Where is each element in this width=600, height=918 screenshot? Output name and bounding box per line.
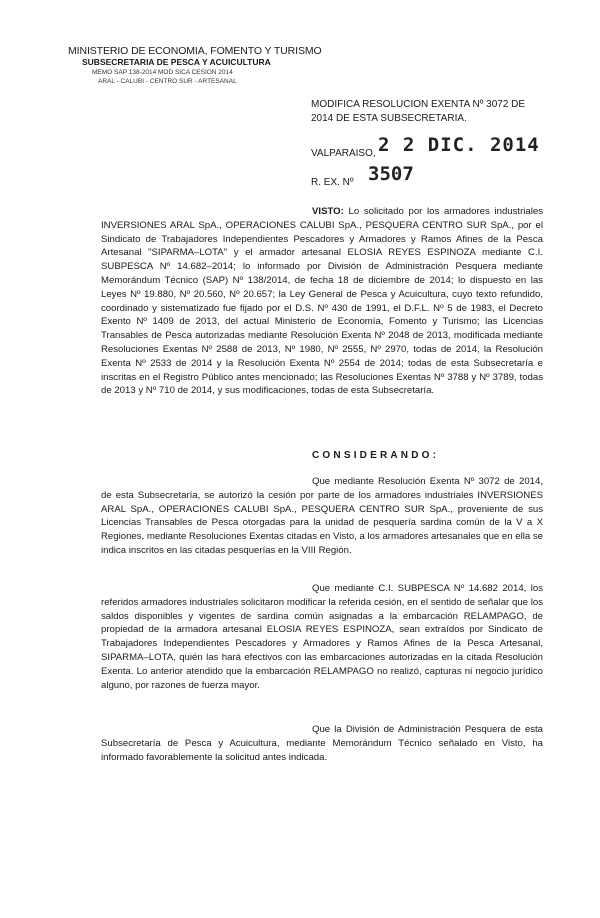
subsecretaria-name: SUBSECRETARIA DE PESCA Y ACUICULTURA <box>82 57 271 67</box>
visto-paragraph <box>101 205 543 398</box>
considerando-heading: CONSIDERANDO: <box>312 450 440 461</box>
memo-reference: MEMO SAP 138-2014 MOD SICA CESION 2014 <box>92 69 233 76</box>
visto-label: VISTO: <box>312 206 344 217</box>
considerando-paragraph-3: Que la División de Administración Pesquera de esta Subsecretaría de Pesca y Acuicultura, mediante Memorándum Técnico señalado en Visto, ha informado favorablemente la solicitud antes indicada. <box>101 724 543 763</box>
rex-number-stamp: 3507 <box>368 163 414 185</box>
considerando-paragraph-2: Que mediante C.I. SUBPESCA Nº 14.682 2014, los referidos armadores industriales solicitaron modificar la referida cesión, en el sentido de señalar que los saldos disponibles y vigentes de sardina común asignadas a la embarcación RELAMPAGO, de propiedad de la armadora artesanal ELOSIA REYES ESPINOZA, sean extraídos por Sindicato de Trabajadores Independientes Pescadores y Armadores y Ramos Afines de la Pesca Artesanal, SIPARMA–LOTA, quién las hará efectivos con las embarcaciones autorizadas en la citada Resolución Exenta. Lo anterior atendido que la embarcación RELAMPAGO no realizó, capturas ni negocio jurídico alguno, por razones de fuerza mayor. <box>101 583 543 691</box>
date-stamp: 2 2 DIC. 2014 <box>378 134 540 156</box>
place-label: VALPARAISO, <box>311 148 376 159</box>
visto-text: Lo solicitado por los armadores industriales INVERSIONES ARAL SpA., OPERACIONES CALUBI SpA., PESQUERA CENTRO SUR SpA., por el Sindicato de Trabajadores Independientes Pescadores y Armadores y Ramos Afines de la Pesca Artesanal "SIPARMA–LOTA" y el armador artesanal ELOSIA REYES ESPINOZA mediante C.I. SUBPESCA Nº 14.682–2014; lo informado por División de Administración Pesquera mediante Memorándum Técnico (SAP) Nº 138/2014, de fecha 18 de diciembre de 2014; lo dispuesto en las Leyes Nº 19.880, Nº 20.560, Nº 20.657; la Ley General de Pesca y Acuicultura, cuyo texto refundido, coordinado y sistematizado fue fijado por el D.S. Nº 430 de 1991, el D.F.L. Nº 5 de 1983, el Decreto Exento Nº 1409 de 2013, del actual Ministerio de Economía, Fomento y Turismo; las Licencias Transables de Pesca autorizadas mediante Resolución Exenta Nº 2048 de 2013, modificada mediante Resoluciones Exentas Nº 2588 de 2013, Nº 1980, Nº 2555, Nº 2970, todas de 2014, la Resolución Exenta Nº 2533 de 2014 y la Resolución Exenta Nº 2554 de 2014; todas de esta Subsecretaría e inscritas en el Registro Público antes mencionado; las Resoluciones Exentas Nº 3788 y Nº 3789, todas de 2013 y Nº 710 de 2014, y sus modificaciones, todas de esta Subsecretaría. <box>101 206 543 397</box>
ministry-name: MINISTERIO DE ECONOMIA, FOMENTO Y TURISMO <box>68 45 322 57</box>
letterhead <box>68 46 328 86</box>
parties-reference: ARAL - CALUBI - CENTRO SUR - ARTESANAL <box>98 78 237 85</box>
rex-label: R. EX. Nº <box>311 177 354 188</box>
considerando-paragraph-1: Que mediante Resolución Exenta Nº 3072 de 2014, de esta Subsecretaría, se autorizó la cesión por parte de los armadores industriales INVERSIONES ARAL SpA., OPERACIONES CALUBI SpA., PESQUERA CENTRO SUR SpA., proveniente de sus Licencias Transables de Pesca otorgadas para la unidad de pesquería sardina común de la V a X Regiones, mediante Resoluciones Exentas citadas en Visto, a los armadores artesanales que en ella se indica inscritos en las citadas pesquerías en la VIII Región. <box>101 476 543 556</box>
resolution-subject: MODIFICA RESOLUCION EXENTA Nº 3072 DE 2014 DE ESTA SUBSECRETARIA. <box>311 99 526 124</box>
